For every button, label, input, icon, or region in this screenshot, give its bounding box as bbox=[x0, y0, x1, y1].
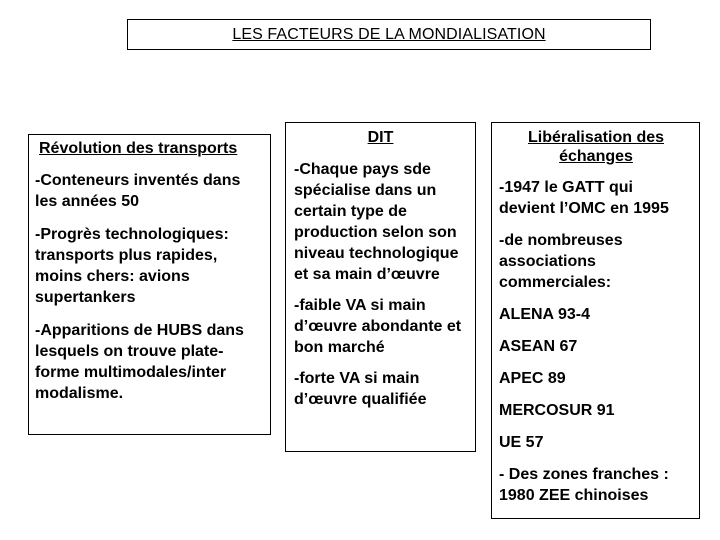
organization-ue: UE 57 bbox=[499, 434, 544, 451]
transport-point-containers: -Conteneurs inventés dans les années 50 bbox=[35, 172, 241, 210]
organization-asean: ASEAN 67 bbox=[499, 338, 578, 355]
liberalisation-point-gatt: -1947 le GATT qui devient l’OMC en 1995 bbox=[499, 179, 669, 217]
transport-point-hubs: -Apparitions de HUBS dans lesquels on trouve plate-forme multimodales/inter modalisme. bbox=[35, 322, 244, 402]
dit-point-specialisation: -Chaque pays sde spécialise dans un certain type de production selon son niveau technologique et sa main d’œuvre bbox=[294, 161, 459, 283]
column-heading-liberalisation: Libéralisation des échanges bbox=[527, 129, 665, 165]
organization-mercosur: MERCOSUR 91 bbox=[499, 402, 615, 419]
dit-box bbox=[285, 122, 476, 452]
transport-revolution-box bbox=[28, 134, 271, 435]
column-heading-transport: Révolution des transports bbox=[39, 140, 238, 157]
dit-point-low-va: -faible VA si main d’œuvre abondante et bon marché bbox=[294, 297, 462, 356]
dit-point-high-va: -forte VA si main d’œuvre qualifiée bbox=[294, 370, 427, 408]
column-heading-dit: DIT bbox=[367, 129, 394, 146]
page-title: LES FACTEURS DE LA MONDIALISATION bbox=[232, 26, 546, 43]
transport-point-progress: -Progrès technologiques: transports plus rapides, moins chers: avions supertankers bbox=[35, 226, 229, 306]
liberalisation-point-free-zones: - Des zones franches : 1980 ZEE chinoises bbox=[499, 466, 669, 504]
title-box bbox=[127, 19, 651, 50]
trade-liberalisation-box bbox=[491, 122, 700, 519]
organization-apec: APEC 89 bbox=[499, 370, 566, 387]
organization-alena: ALENA 93-4 bbox=[499, 306, 590, 323]
liberalisation-point-associations: -de nombreuses associations commerciales: bbox=[499, 232, 623, 291]
